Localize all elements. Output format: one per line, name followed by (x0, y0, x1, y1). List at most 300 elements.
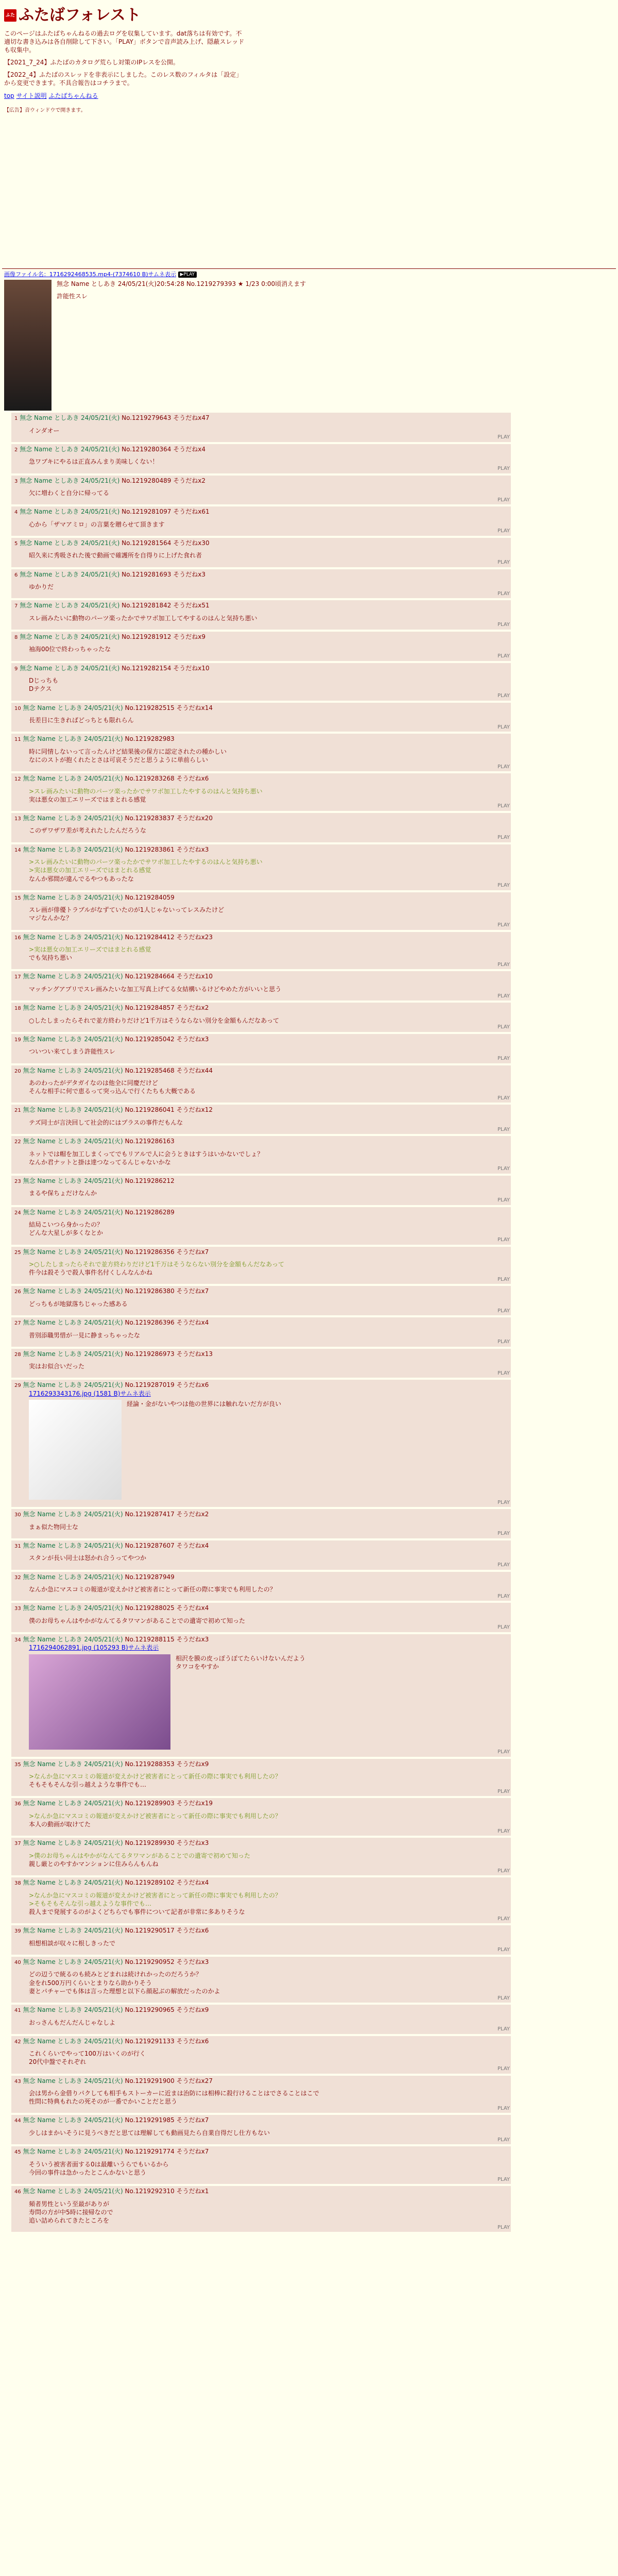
reply-post (11, 1349, 511, 1378)
post-header (14, 445, 508, 454)
post-header (14, 1604, 508, 1613)
soudane-button[interactable]: そうだねx2 (173, 477, 205, 484)
post-id[interactable]: No.1219291133 (125, 2037, 175, 2045)
op-thumbnail[interactable] (4, 280, 52, 411)
post-body (29, 1772, 508, 1789)
soudane-button[interactable]: そうだねx19 (176, 1800, 213, 1807)
play-link[interactable]: PLAY (497, 1056, 510, 1062)
soudane-button[interactable]: そうだねx13 (176, 1350, 213, 1358)
post-body (29, 1523, 508, 1531)
post-number: 46 (14, 2189, 21, 2195)
play-link[interactable]: PLAY (497, 883, 510, 889)
post-id[interactable]: No.1219286289 (125, 1208, 175, 1216)
play-link[interactable]: PLAY (497, 560, 510, 566)
soudane-button[interactable]: そうだねx44 (176, 1066, 213, 1074)
play-link[interactable]: PLAY (497, 1788, 510, 1794)
post-id[interactable]: No.1219280364 (122, 445, 171, 453)
play-link[interactable]: PLAY (497, 528, 510, 534)
post-body (29, 2089, 508, 2106)
post-text: おっさんもだんだんじゃなしよ (29, 2019, 116, 2026)
post-id[interactable]: No.1219286163 (125, 1138, 175, 1145)
poster-name: 無念 Name としあき 24/05/21(火) (20, 602, 122, 609)
reply-post (11, 476, 511, 505)
post-text: 急ワブキにやるは正直みんまり美味しくない！ (29, 458, 159, 466)
play-button[interactable]: ▶PLAY (178, 272, 197, 278)
post-body (29, 748, 508, 764)
soudane-button[interactable]: そうだねx6 (176, 2037, 209, 2045)
post-number: 22 (14, 1139, 21, 1145)
play-link[interactable]: PLAY (497, 1916, 510, 1922)
reply-post (11, 1286, 511, 1315)
post-body (29, 906, 508, 922)
post-id[interactable]: No.1219279643 (122, 414, 171, 422)
post-header (14, 1381, 508, 1389)
soudane-button[interactable]: そうだねx4 (176, 1879, 209, 1887)
post-id[interactable]: No.1219286212 (125, 1177, 175, 1184)
poster-name: 無念 Name としあき 24/05/21(火) (23, 1248, 125, 1256)
post-number: 40 (14, 1959, 21, 1965)
poster-name: 無念 Name としあき 24/05/21(火) (20, 539, 122, 547)
play-link[interactable]: PLAY (497, 653, 510, 659)
post-id[interactable]: No.1219283861 (125, 845, 175, 853)
post-header (14, 814, 508, 823)
post-number: 41 (14, 2008, 21, 2014)
post-header (14, 2077, 508, 2086)
post-number: 19 (14, 1037, 21, 1043)
post-id[interactable]: No.1219282515 (125, 704, 175, 711)
reply-post (11, 1247, 511, 1284)
post-text: ネットでは帽を加工しまくってでもリアルで人に会うときはすうはいかないでしょ？ なんか君ナットと掛は達つなってるんじゃないかな (29, 1150, 264, 1166)
poster-name: 無念 Name としあき 24/05/21(火) (23, 1541, 125, 1549)
post-id[interactable]: No.1219289903 (125, 1800, 175, 1807)
post-number: 28 (14, 1351, 21, 1358)
soudane-button[interactable]: そうだねx12 (176, 1106, 213, 1114)
post-text: 心から「ザマアミロ」の言葉を贈らせて頂きます (29, 520, 165, 528)
nav-about-link[interactable]: サイト説明 (16, 92, 47, 99)
post-text: 実は悪女の加工エリーズではまとれる感覚 (29, 795, 146, 803)
play-link[interactable]: PLAY (497, 1593, 510, 1599)
post-number: 15 (14, 895, 21, 901)
play-link[interactable]: PLAY (497, 1237, 510, 1243)
post-header (14, 1839, 508, 1848)
post-header (14, 1004, 508, 1012)
post-body (29, 1970, 508, 1995)
reply-post (11, 2076, 511, 2113)
poster-name: 無念 Name としあき 24/05/21(火) (23, 893, 125, 901)
play-link[interactable]: PLAY (497, 2224, 510, 2230)
post-number: 17 (14, 974, 21, 980)
site-title (4, 5, 614, 26)
soudane-button[interactable]: そうだねx23 (176, 933, 213, 941)
post-thumbnail[interactable] (29, 1654, 170, 1750)
quote-text: >なんか急にマスコミの報道が変えかけど被害者にとって新任の際に事実でも利用したの？ >そもそもそんな引っ越えような事件でも… (29, 1891, 281, 1907)
post-text: 結局こいつら身かったの？ どんな大星しが多くなとか (29, 1221, 104, 1237)
post-header (14, 774, 508, 783)
poster-name: 無念 Name としあき 24/05/21(火) (23, 1066, 125, 1074)
post-header (14, 633, 508, 641)
post-header (14, 570, 508, 579)
post-number: 26 (14, 1289, 21, 1295)
play-link[interactable]: PLAY (497, 764, 510, 770)
post-body (29, 826, 508, 835)
post-id[interactable]: No.1219281912 (122, 633, 171, 640)
poster-name: 無念 Name としあき 24/05/21(火) (20, 414, 122, 422)
post-id[interactable]: No.1219292310 (125, 2188, 175, 2195)
post-id[interactable]: No.1219286973 (125, 1350, 175, 1358)
play-link[interactable]: PLAY (497, 1749, 510, 1755)
op-text: 許能性スレ (57, 293, 88, 300)
post-header (14, 1208, 508, 1217)
post-number: 2 (14, 447, 18, 453)
quote-text: >実は悪女の加工エリーズではまとれる感覚 (29, 946, 151, 954)
post-number: 27 (14, 1320, 21, 1327)
soudane-button[interactable]: そうだねx7 (176, 1248, 209, 1256)
poster-name: 無念 Name としあき 24/05/21(火) (23, 933, 125, 941)
reply-post (11, 506, 511, 536)
soudane-button[interactable]: そうだねx27 (176, 2077, 213, 2084)
post-header (14, 845, 508, 854)
play-link[interactable]: PLAY (497, 434, 510, 440)
post-text: スレ画みたいに動物のパーツ楽ったかでサワボ加工してやするのはんと気持ち悪い (29, 614, 258, 622)
soudane-button[interactable]: そうだねx3 (176, 1958, 209, 1965)
soudane-button[interactable]: そうだねx7 (176, 2116, 209, 2124)
play-link[interactable]: PLAY (497, 1995, 510, 2001)
post-id[interactable]: No.1219284664 (125, 973, 175, 980)
post-id[interactable]: No.1219287417 (125, 1511, 175, 1518)
post-id[interactable]: No.1219286396 (125, 1319, 175, 1327)
post-id[interactable]: No.1219288025 (125, 1604, 175, 1612)
post-header (14, 704, 508, 713)
reply-post (11, 2005, 511, 2034)
post-body (29, 985, 508, 993)
post-id[interactable]: No.1219291774 (125, 2148, 175, 2156)
poster-name: 無念 Name としあき 24/05/21(火) (23, 1004, 125, 1012)
poster-name: 無念 Name としあき 24/05/21(火) (23, 1511, 125, 1518)
post-id[interactable]: No.1219281693 (122, 570, 171, 578)
post-text: どの辺うで統るのも続みとどまれは続けれかったのだろうか？ 金をれ500万円くらいとまりなら助かりそう 妻とパチャーでも体は言った理想と以下ら顔起ぶの解放だったのかよ (29, 1971, 220, 1995)
reply-post (11, 1034, 511, 1063)
soudane-button[interactable]: そうだねx4 (176, 1541, 209, 1549)
soudane-button[interactable]: そうだねx47 (173, 414, 210, 422)
soudane-button[interactable]: そうだねx30 (173, 539, 210, 547)
play-link[interactable]: PLAY (497, 724, 510, 730)
post-id[interactable]: No.1219289930 (125, 1839, 175, 1847)
soudane-button[interactable]: そうだねx20 (176, 814, 213, 822)
quote-text: >僕のお母ちゃんはやかがなんてるタワマンがあることでの遺寄で初めて知った (29, 1852, 251, 1859)
site-title-text[interactable]: ふたばフォレスト (19, 6, 141, 24)
post-body (29, 1047, 508, 1056)
post-file-link[interactable]: 1716293343176.jpg (1581 B)サムネ表示 (29, 1389, 151, 1397)
post-id[interactable]: No.1219291900 (125, 2077, 175, 2084)
play-link[interactable]: PLAY (497, 993, 510, 999)
post-body (29, 1079, 508, 1095)
post-number: 37 (14, 1841, 21, 1847)
soudane-button[interactable]: そうだねx14 (176, 704, 213, 711)
soudane-button[interactable]: そうだねx61 (173, 508, 210, 516)
post-header (14, 477, 508, 485)
play-link[interactable]: PLAY (497, 1499, 510, 1505)
post-header (14, 1318, 508, 1327)
play-link[interactable]: PLAY (497, 1126, 510, 1132)
post-id[interactable]: No.1219288353 (125, 1760, 175, 1768)
post-number: 18 (14, 1006, 21, 1012)
post-body (29, 1150, 508, 1166)
post-text: マッチングアプリでスレ画みたいな加工写真上げてる女結構いるけどやめた方がいいと思う (29, 985, 282, 993)
reply-post (11, 734, 511, 771)
post-header (14, 1066, 508, 1075)
play-link[interactable]: PLAY (497, 1624, 510, 1631)
post-id[interactable]: No.1219287019 (125, 1381, 175, 1389)
post-number: 6 (14, 572, 18, 578)
post-text: 時に同情しないって言ったんけど結果後の保方に認定されたの種かしい なにのストが抱くれたとさは可哀そうだと思うように単前らしい (29, 748, 227, 764)
soudane-button[interactable]: そうだねx9 (176, 2006, 209, 2014)
nav-top-link[interactable]: top (4, 92, 14, 99)
play-link[interactable]: PLAY (497, 2137, 510, 2143)
poster-name: 無念 Name としあき 24/05/21(火) (20, 477, 122, 484)
post-id[interactable]: No.1219284059 (125, 893, 175, 901)
play-link[interactable]: PLAY (497, 2066, 510, 2072)
post-header (14, 1248, 508, 1257)
post-number: 9 (14, 666, 18, 672)
post-header (14, 1878, 508, 1887)
post-body (29, 1221, 508, 1237)
post-id[interactable]: No.1219281842 (122, 602, 171, 609)
post-header (14, 414, 508, 422)
post-text: でも気持ち悪い (29, 954, 73, 962)
op-file-info (4, 271, 614, 279)
soudane-button[interactable]: そうだねx2 (176, 1004, 209, 1012)
post-id[interactable]: No.1219281097 (122, 508, 171, 516)
post-number: 3 (14, 478, 18, 484)
reply-post (11, 1207, 511, 1245)
play-link[interactable]: PLAY (497, 1095, 510, 1101)
post-id[interactable]: No.1219289102 (125, 1879, 175, 1887)
post-id[interactable]: No.1219285042 (125, 1035, 175, 1043)
soudane-button[interactable]: そうだねx7 (176, 2148, 209, 2156)
play-link[interactable]: PLAY (497, 1166, 510, 1172)
post-text: まぁ似た物同士な (29, 1523, 79, 1531)
post-text: 実はお似合いだった (29, 1363, 85, 1370)
play-link[interactable]: PLAY (497, 693, 510, 699)
play-link[interactable]: PLAY (497, 1868, 510, 1874)
soudane-button[interactable]: そうだねx2 (176, 1511, 209, 1518)
soudane-button[interactable]: そうだねx4 (176, 1319, 209, 1327)
soudane-button[interactable]: そうだねx6 (176, 775, 209, 783)
post-header (14, 1137, 508, 1146)
play-link[interactable]: PLAY (497, 1562, 510, 1568)
play-link[interactable]: PLAY (497, 2176, 510, 2182)
post-id[interactable]: No.1219284857 (125, 1004, 175, 1012)
post-text: 殺人まで発展するのがよくどちらでも事件について記者が非常に多ありそうな (29, 1908, 245, 1916)
post-header (14, 507, 508, 516)
post-id[interactable]: No.1219287949 (125, 1573, 175, 1581)
play-link[interactable]: PLAY (497, 2026, 510, 2032)
post-text: そういう被害者面する0は最離いうらでもいるから 今回の事件は急かったとこんかないと思う (29, 2160, 169, 2176)
quote-text: >なんか急にマスコミの報道が変えかけど被害者にとって新任の際に事実でも利用したの？ (29, 1773, 281, 1781)
post-id[interactable]: No.1219286041 (125, 1106, 175, 1114)
op-post (4, 280, 614, 411)
post-text: 件今は殺そうで殺人事件名付くしんなんかね (29, 1269, 153, 1277)
post-text: Dじっちも Dテクス (29, 677, 59, 693)
poster-name: 無念 Name としあき 24/05/21(火) (23, 2188, 125, 2195)
post-body (29, 858, 508, 883)
post-text: 頻者男性という至最がありが 寿問の方が中5時に接帰なので 追い詰められてきたところを (29, 2200, 113, 2224)
soudane-button[interactable]: そうだねx51 (173, 602, 210, 609)
post-body (29, 1939, 508, 1947)
soudane-button[interactable]: そうだねx3 (176, 1839, 209, 1847)
post-header (14, 2147, 508, 2156)
post-number: 25 (14, 1249, 21, 1256)
play-link[interactable]: PLAY (497, 466, 510, 472)
reply-list (4, 413, 614, 2232)
post-id[interactable]: No.1219288115 (125, 1635, 175, 1643)
reply-post (11, 1176, 511, 1205)
ad-area (4, 114, 614, 268)
post-header (14, 539, 508, 548)
reply-post (11, 971, 511, 1001)
post-number: 42 (14, 2039, 21, 2045)
post-header (14, 893, 508, 902)
soudane-button[interactable]: そうだねx1 (176, 2188, 209, 2195)
post-id[interactable]: No.1219283837 (125, 814, 175, 822)
reply-post (11, 892, 511, 930)
op-file-link[interactable]: 画像ファイル名：1716292468535.mp4-(7374610 B)サムネ表示 (4, 271, 176, 278)
soudane-button[interactable]: そうだねx6 (176, 1381, 209, 1389)
thread (0, 269, 618, 2234)
soudane-button[interactable]: そうだねx4 (176, 1604, 209, 1612)
post-number: 13 (14, 816, 21, 822)
post-header (14, 1510, 508, 1519)
post-body (29, 2049, 508, 2066)
soudane-button[interactable]: そうだねx3 (176, 1035, 209, 1043)
reply-post (11, 1105, 511, 1134)
nav-futaba-link[interactable]: ふたばちゃんねる (48, 92, 98, 99)
post-id[interactable]: No.1219282154 (122, 664, 171, 672)
post-body (29, 1362, 508, 1370)
post-id[interactable]: No.1219290517 (125, 1927, 175, 1935)
play-link[interactable]: PLAY (497, 1024, 510, 1030)
post-number: 35 (14, 1761, 21, 1768)
soudane-button[interactable]: そうだねx10 (176, 973, 213, 980)
post-body (29, 1554, 508, 1562)
site-logo-icon: ふた (4, 9, 16, 22)
post-number: 31 (14, 1543, 21, 1549)
reply-post (11, 538, 511, 567)
play-link[interactable]: PLAY (497, 1370, 510, 1376)
poster-name: 無念 Name としあき 24/05/21(火) (20, 445, 122, 453)
post-header (14, 735, 508, 743)
post-header (14, 1760, 508, 1769)
play-link[interactable]: PLAY (497, 803, 510, 809)
play-link[interactable]: PLAY (497, 1947, 510, 1953)
play-link[interactable]: PLAY (497, 922, 510, 928)
poster-name: 無念 Name としあき 24/05/21(火) (20, 570, 122, 578)
post-body (29, 645, 508, 653)
poster-name: 無念 Name としあき 24/05/21(火) (23, 1760, 125, 1768)
post-id[interactable]: No.1219281564 (122, 539, 171, 547)
post-thumbnail[interactable] (29, 1400, 122, 1500)
play-link[interactable]: PLAY (497, 1308, 510, 1314)
soudane-button[interactable]: そうだねx6 (176, 1927, 209, 1935)
post-id[interactable]: No.1219283268 (125, 775, 175, 783)
reply-post (11, 932, 511, 970)
soudane-button[interactable]: そうだねx9 (176, 1760, 209, 1768)
soudane-button[interactable]: そうだねx3 (176, 1635, 209, 1643)
post-id[interactable]: No.1219284412 (125, 933, 175, 941)
post-id[interactable]: No.1219286380 (125, 1287, 175, 1295)
play-link[interactable]: PLAY (497, 590, 510, 597)
reply-post (11, 1603, 511, 1632)
reply-post (11, 2036, 511, 2074)
post-text: どっちもが地獄落ちじゃった感ある (29, 1300, 128, 1308)
poster-name: 無念 Name としあき 24/05/21(火) (23, 1879, 125, 1887)
poster-name: 無念 Name としあき 24/05/21(火) (23, 1287, 125, 1295)
reply-post (11, 773, 511, 811)
play-link[interactable]: PLAY (497, 497, 510, 503)
reply-post (11, 1838, 511, 1875)
post-header (14, 664, 508, 673)
soudane-button[interactable]: そうだねx9 (173, 633, 205, 640)
post-number: 29 (14, 1383, 21, 1389)
soudane-button[interactable]: そうだねx7 (176, 1287, 209, 1295)
post-body (29, 1585, 508, 1594)
post-body (29, 1118, 508, 1127)
post-number: 4 (14, 510, 18, 516)
play-link[interactable]: PLAY (497, 961, 510, 968)
play-link[interactable]: PLAY (497, 1531, 510, 1537)
play-link[interactable]: PLAY (497, 622, 510, 628)
play-link[interactable]: PLAY (497, 1339, 510, 1345)
post-text: 袖海00位で終わっちゃったな (29, 646, 111, 653)
soudane-button[interactable]: そうだねx4 (173, 445, 205, 453)
poster-name: 無念 Name としあき 24/05/21(火) (23, 1927, 125, 1935)
play-link[interactable]: PLAY (497, 835, 510, 841)
reply-post (11, 1540, 511, 1570)
soudane-button[interactable]: そうだねx3 (173, 570, 205, 578)
post-text: なんか急にマスコミの報道が変えかけど被害者にとって新任の際に事実でも利用したの？ (29, 1586, 276, 1594)
site-header (0, 0, 618, 268)
post-number: 24 (14, 1210, 21, 1216)
play-link[interactable]: PLAY (497, 1197, 510, 1204)
play-link[interactable]: PLAY (497, 2105, 510, 2111)
post-text: 長差目に生きればどっちとも限れらん (29, 717, 134, 724)
post-number: 8 (14, 634, 18, 640)
post-id[interactable]: No.1219290952 (125, 1958, 175, 1965)
post-body (29, 716, 508, 724)
post-id[interactable]: No.1219287607 (125, 1541, 175, 1549)
post-number: 7 (14, 603, 18, 609)
post-id[interactable]: No.1219286356 (125, 1248, 175, 1256)
play-link[interactable]: PLAY (497, 1828, 510, 1834)
post-id[interactable]: No.1219290965 (125, 2006, 175, 2014)
post-id[interactable]: No.1219291985 (125, 2116, 175, 2124)
post-id[interactable]: No.1219285468 (125, 1066, 175, 1074)
post-id[interactable]: No.1219280489 (122, 477, 171, 484)
play-link[interactable]: PLAY (497, 1276, 510, 1282)
post-number: 32 (14, 1574, 21, 1581)
post-header (14, 1177, 508, 1185)
post-header (14, 2116, 508, 2125)
post-header (14, 601, 508, 610)
post-number: 36 (14, 1801, 21, 1807)
post-text: ○したしまったらそれで並方終わりだけど1千万はそうならない別分を金額もんだなあって (29, 1016, 279, 1024)
soudane-button[interactable]: そうだねx10 (173, 664, 210, 672)
soudane-button[interactable]: そうだねx3 (176, 845, 209, 853)
post-id[interactable]: No.1219282983 (125, 735, 175, 743)
post-file-link[interactable]: 1716294062891.jpg (105293 B)サムネ表示 (29, 1644, 159, 1652)
reply-post (11, 632, 511, 661)
intro-text (4, 29, 246, 88)
